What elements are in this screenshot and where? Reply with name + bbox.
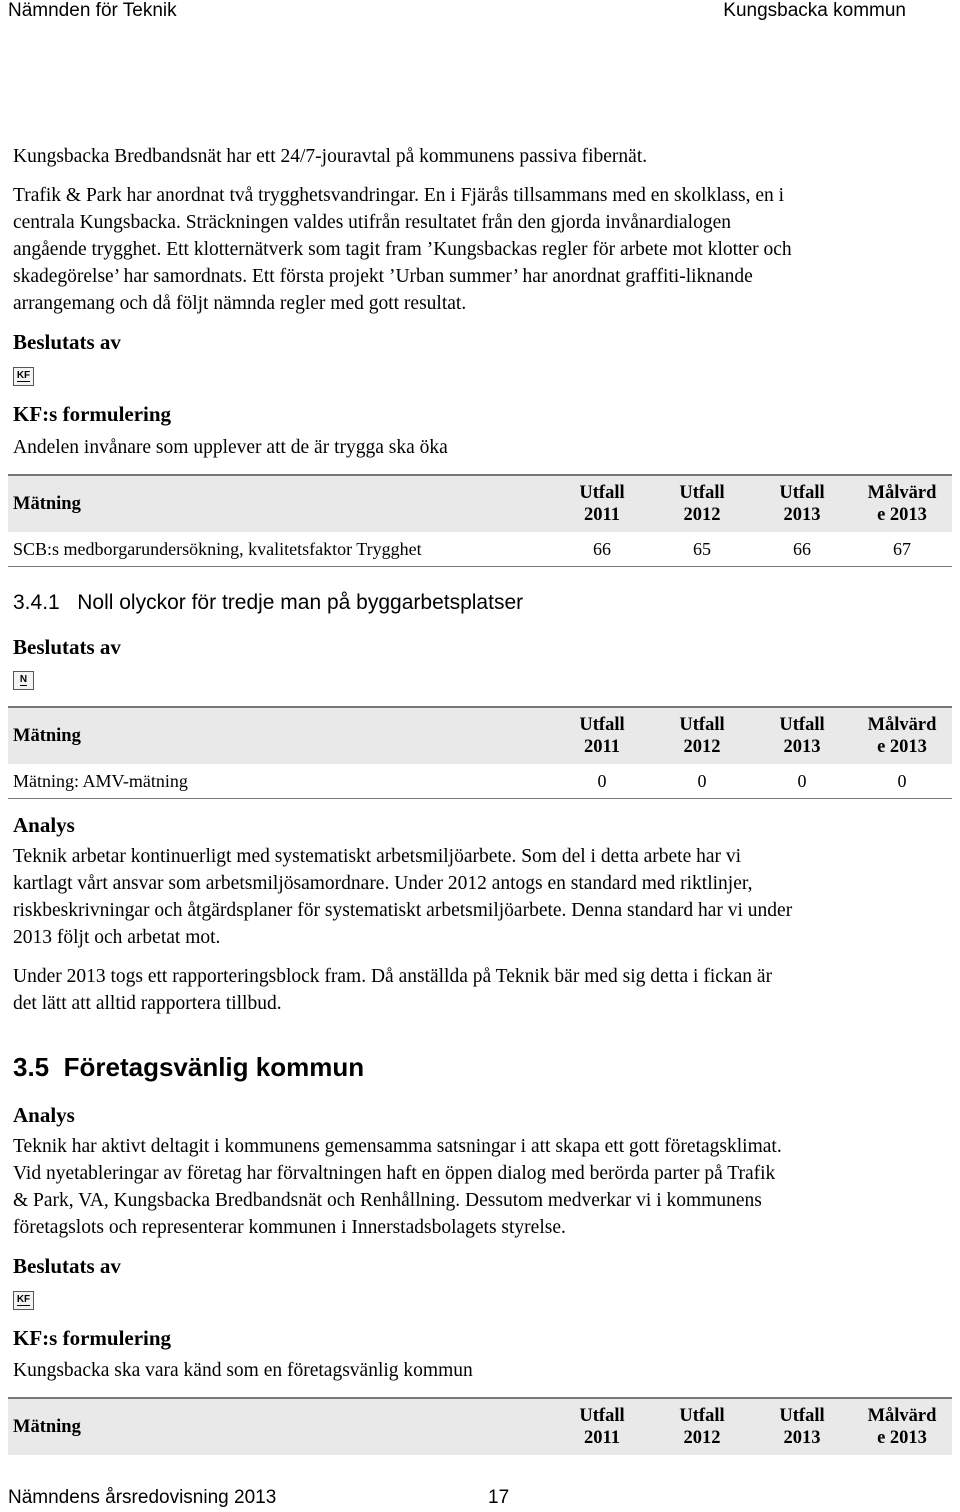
text-line: centrala Kungsbacka. Sträckningen valdes utifrån resultatet från den gjorda invånardialogen xyxy=(13,212,731,233)
measurement-table-trygghet xyxy=(8,474,952,567)
header-right: Kungsbacka kommun xyxy=(723,0,906,21)
cell-value: 66 xyxy=(593,538,611,559)
analys-paragraph xyxy=(13,843,792,951)
table-header-row xyxy=(8,707,952,764)
text-line: angående trygghet. Ett klotternätverk som tagit fram ’Kungsbackas regler för arbete mot klotter och xyxy=(13,239,792,260)
cell-value: 65 xyxy=(693,538,711,559)
section-heading-3-5 xyxy=(13,1052,364,1083)
section-number: 3.5 xyxy=(13,1052,50,1082)
column-header-utfall-2012: Utfall 2012 xyxy=(652,475,752,532)
text-line: Trafik & Park har anordnat två trygghetsvandringar. En i Fjärås tillsammans med en skolklass, en i xyxy=(13,185,785,206)
table-header-row xyxy=(8,475,952,532)
icon-label: KF xyxy=(16,1294,31,1305)
kf-formulering-text: Andelen invånare som upplever att de är trygga ska öka xyxy=(13,437,448,458)
column-header-matning: Mätning xyxy=(8,1398,552,1455)
measurement-table-foretag xyxy=(8,1397,952,1455)
column-header-utfall-2013: Utfall 2013 xyxy=(752,707,852,764)
text-line: arrangemang och då följt nämnda regler med gott resultat. xyxy=(13,293,467,314)
text-line: Vid nyetableringar av företag har förvaltningen haft en öppen dialog med berörda parter på Trafik xyxy=(13,1163,776,1184)
cell-value: 0 xyxy=(597,770,607,791)
column-header-malvarde-2013: Målvärd e 2013 xyxy=(852,1398,952,1455)
cell-value: 67 xyxy=(893,538,911,559)
row-label: Mätning: AMV-mätning xyxy=(13,770,188,791)
table-row xyxy=(8,764,952,799)
beslutats-av-heading: Beslutats av xyxy=(13,635,121,659)
intro-paragraph-1: Kungsbacka Bredbandsnät har ett 24/7-jouravtal på kommunens passiva fibernät. xyxy=(13,146,648,167)
text-line: Under 2013 togs ett rapporteringsblock fram. Då anställda på Teknik bär med sig detta i fickan är xyxy=(13,966,773,987)
section-number: 3.4.1 xyxy=(13,591,60,614)
beslutats-av-heading: Beslutats av xyxy=(13,330,121,354)
table-header-row xyxy=(8,1398,952,1455)
kf-icon xyxy=(13,367,34,386)
footer-title: Nämndens årsredovisning 2013 xyxy=(8,1487,277,1508)
page-number: 17 xyxy=(488,1487,510,1508)
analys-heading: Analys xyxy=(13,813,75,837)
column-header-malvarde-2013: Målvärd e 2013 xyxy=(852,475,952,532)
beslutats-av-heading: Beslutats av xyxy=(13,1254,121,1278)
text-line: det lätt att alltid rapportera tillbud. xyxy=(13,993,282,1014)
column-header-utfall-2012: Utfall 2012 xyxy=(652,707,752,764)
column-header-malvarde-2013: Målvärd e 2013 xyxy=(852,707,952,764)
table-row xyxy=(8,532,952,567)
column-header-utfall-2011: Utfall 2011 xyxy=(552,707,652,764)
column-header-utfall-2013: Utfall 2013 xyxy=(752,475,852,532)
kf-formulering-heading: KF:s formulering xyxy=(13,1326,172,1350)
cell-value: 0 xyxy=(697,770,707,791)
text-line: & Park, VA, Kungsbacka Bredbandsnät och Renhållning. Dessutom medverkar vi i kommunens xyxy=(13,1190,762,1211)
section-heading-3-4-1 xyxy=(13,591,523,615)
n-icon xyxy=(13,671,34,690)
header-left: Nämnden för Teknik xyxy=(8,0,177,21)
measurement-table-amv xyxy=(8,706,952,799)
kf-formulering-text: Kungsbacka ska vara känd som en företagsvänlig kommun xyxy=(13,1360,473,1381)
text-line: 2013 följt och arbetat mot. xyxy=(13,927,221,948)
intro-paragraph-2 xyxy=(13,182,792,317)
text-line: Teknik har aktivt deltagit i kommunens gemensamma satsningar i att skapa ett gott företagsklimat. xyxy=(13,1136,782,1157)
cell-value: 0 xyxy=(797,770,807,791)
cell-value: 66 xyxy=(793,538,811,559)
column-header-utfall-2013: Utfall 2013 xyxy=(752,1398,852,1455)
column-header-utfall-2012: Utfall 2012 xyxy=(652,1398,752,1455)
text-line: kartlagt vårt ansvar som arbetsmiljösamordnare. Under 2012 antogs en standard med riktlinjer, xyxy=(13,873,753,894)
text-line: skadegörelse’ har samordnats. Ett första projekt ’Urban summer’ har anordnat graffiti-liknande xyxy=(13,266,753,287)
icon-label: N xyxy=(19,674,28,685)
section-title: Noll olyckor för tredje man på byggarbetsplatser xyxy=(77,591,524,614)
column-header-utfall-2011: Utfall 2011 xyxy=(552,1398,652,1455)
column-header-matning: Mätning xyxy=(8,707,552,764)
column-header-matning: Mätning xyxy=(8,475,552,532)
row-label: SCB:s medborgarundersökning, kvalitetsfaktor Trygghet xyxy=(13,538,422,559)
analys-heading: Analys xyxy=(13,1103,75,1127)
kf-formulering-heading: KF:s formulering xyxy=(13,402,172,426)
text-line: Teknik arbetar kontinuerligt med systematiskt arbetsmiljöarbete. Som del i detta arbete har vi xyxy=(13,846,742,867)
cell-value: 0 xyxy=(897,770,907,791)
text-line: riskbeskrivningar och åtgärdsplaner för systematiskt arbetsmiljöarbete. Denna standard har vi under xyxy=(13,900,793,921)
column-header-utfall-2011: Utfall 2011 xyxy=(552,475,652,532)
kf-icon xyxy=(13,1291,34,1310)
section-title: Företagsvänlig kommun xyxy=(63,1052,365,1082)
text-line: företagslots och representerar kommunen i Innerstadsbolagets styrelse. xyxy=(13,1217,566,1238)
analys-paragraph xyxy=(13,1133,782,1241)
icon-label: KF xyxy=(16,370,31,381)
analys-paragraph-2 xyxy=(13,963,772,1017)
